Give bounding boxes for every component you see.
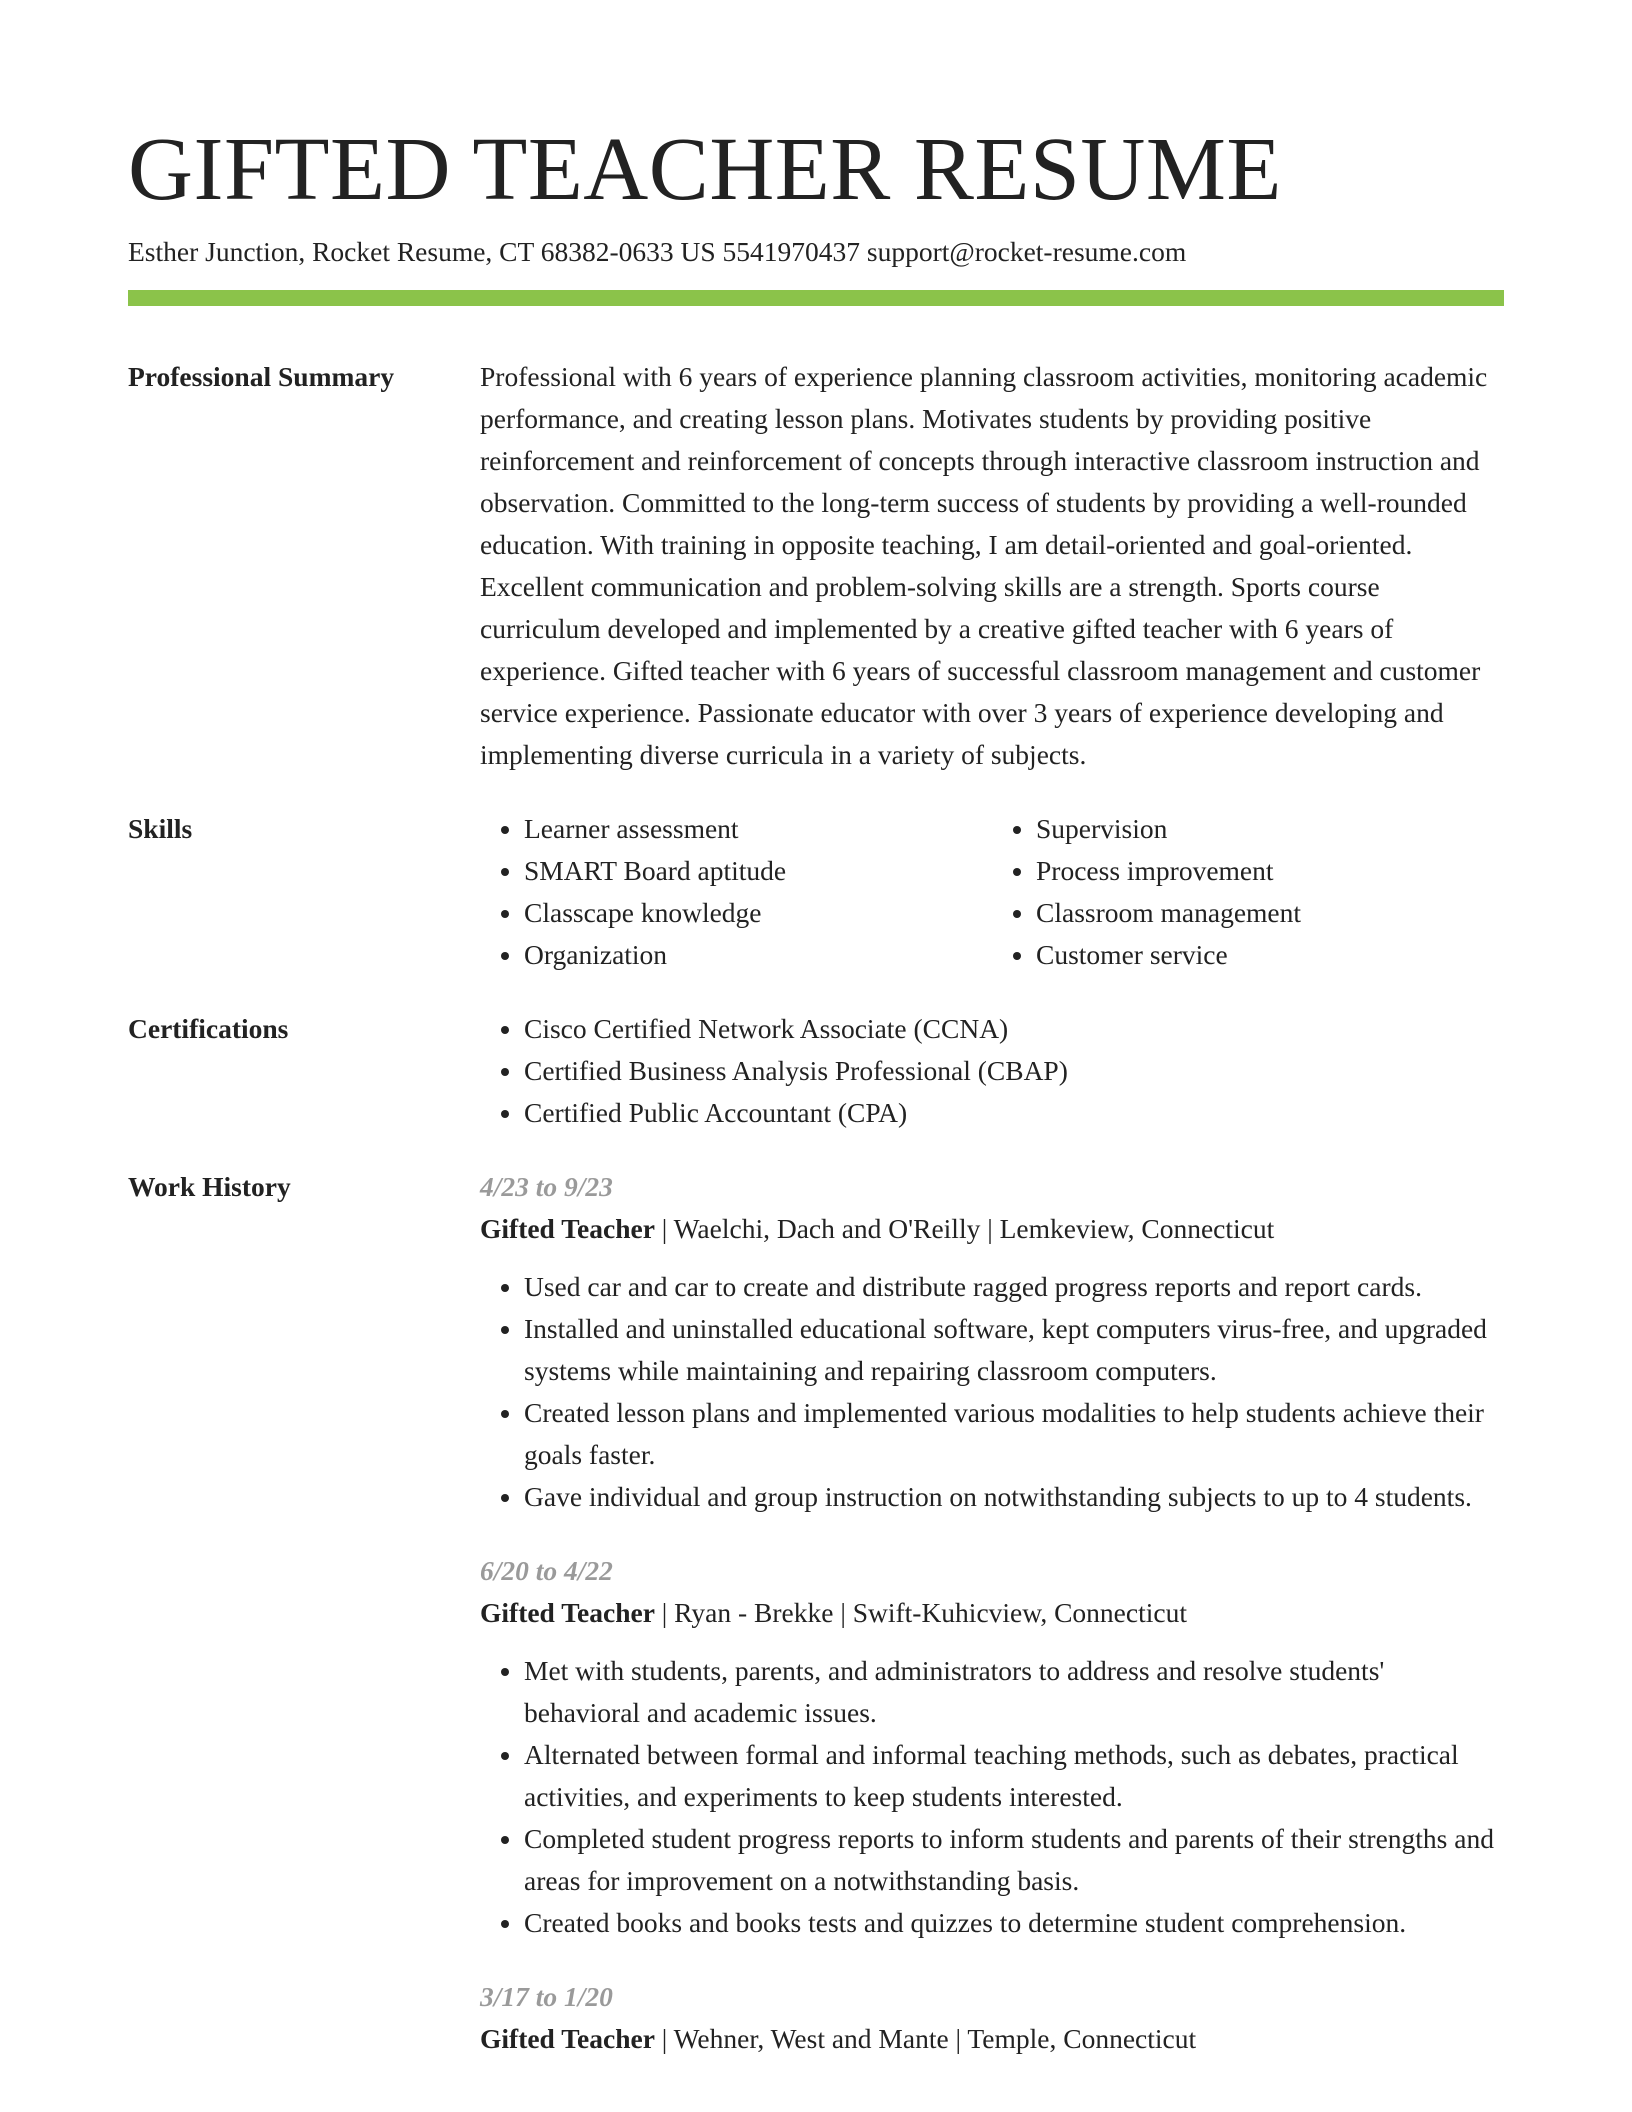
skill-item: • SMART Board aptitude [524,850,992,892]
certifications-body [480,1008,1504,1134]
job-bullets [480,1650,1504,1944]
skill-item: • Organization [524,934,992,976]
job-dates: 6/20 to 4/22 [480,1555,613,1586]
job-heading [480,1208,1504,1250]
work-history-body [480,1166,1504,2092]
skills-grid [480,808,1504,976]
skill-item: • Process improvement [1036,850,1504,892]
summary-text: Professional with 6 years of experience planning classroom activities, monitoring academic performance, and creating lesson plans. Motivates students by providing positive reinforcement and reinforcement of concepts through interactive classroom instruction and observation. Committed to the long-term success of students by providing a well-rounded education. With training in opposite teaching, I am detail-oriented and goal-oriented. Excellent communication and problem-solving skills are a strength. Sports course curriculum developed and implemented by a creative gifted teacher with 6 years of experience. Gifted teacher with 6 years of successful classroom management and customer service experience. Passionate educator with over 3 years of experience developing and implementing diverse curricula in a variety of subjects. [480,361,1488,770]
job-title: Gifted Teacher [480,1213,655,1244]
skills-section [128,808,1504,976]
skills-label: Skills [128,813,193,844]
job-employer-location: | Waelchi, Dach and O'Reilly | Lemkeview, Connecticut [654,1213,1275,1244]
job-bullet: • Alternated between formal and informal teaching methods, such as debates, practical activities, and experiments to keep students interested. [524,1734,1504,1818]
skill-item: • Supervision [1036,808,1504,850]
skills-list-right [992,808,1504,976]
certification-item: • Certified Public Accountant (CPA) [524,1092,1504,1134]
job-heading [480,1592,1504,1634]
certifications-list [480,1008,1504,1134]
work-history-label: Work History [128,1171,291,1202]
job-bullet: • Met with students, parents, and administrators to address and resolve students' behavioral and academic issues. [524,1650,1504,1734]
contact-line: Esther Junction, Rocket Resume, CT 68382-0633 US 5541970437 support@rocket-resume.com [128,236,1187,267]
job-bullet: • Created lesson plans and implemented various modalities to help students achieve their goals faster. [524,1392,1504,1476]
accent-divider [128,290,1504,306]
skills-list-left [480,808,992,976]
skill-item: • Customer service [1036,934,1504,976]
job-bullet: • Gave individual and group instruction on notwithstanding subjects to up to 4 students. [524,1476,1504,1518]
job-bullet: • Created books and books tests and quizzes to determine student comprehension. [524,1902,1504,1944]
job-bullets [480,1266,1504,1518]
job-bullet: • Completed student progress reports to inform students and parents of their strengths and areas for improvement on a notwithstanding basis. [524,1818,1504,1902]
job-title: Gifted Teacher [480,2023,655,2054]
job-employer-location: | Wehner, West and Mante | Temple, Connecticut [654,2023,1197,2054]
job-entry [480,1166,1504,1518]
summary-label: Professional Summary [128,361,395,392]
skill-item: • Classcape knowledge [524,892,992,934]
certifications-label: Certifications [128,1013,289,1044]
job-bullet: • Installed and uninstalled educational software, kept computers virus-free, and upgraded systems while maintaining and repairing classroom computers. [524,1308,1504,1392]
job-entry [480,1550,1504,1944]
resume-title: GIFTED TEACHER RESUME [128,120,1282,219]
skill-item: • Learner assessment [524,808,992,850]
certifications-section [128,1008,1504,1134]
job-dates: 4/23 to 9/23 [480,1171,613,1202]
skills-body [480,808,1504,976]
job-title: Gifted Teacher [480,1597,655,1628]
certification-item: • Certified Business Analysis Professional (CBAP) [524,1050,1504,1092]
skill-item: • Classroom management [1036,892,1504,934]
job-employer-location: | Ryan - Brekke | Swift-Kuhicview, Connecticut [654,1597,1187,1628]
job-entry [480,1976,1504,2060]
job-dates: 3/17 to 1/20 [480,1981,613,2012]
job-heading [480,2018,1504,2060]
certification-item: • Cisco Certified Network Associate (CCNA) [524,1008,1504,1050]
summary-section [128,356,1504,776]
work-history-section [128,1166,1504,2092]
job-bullet: • Used car and car to create and distribute ragged progress reports and report cards. [524,1266,1504,1308]
